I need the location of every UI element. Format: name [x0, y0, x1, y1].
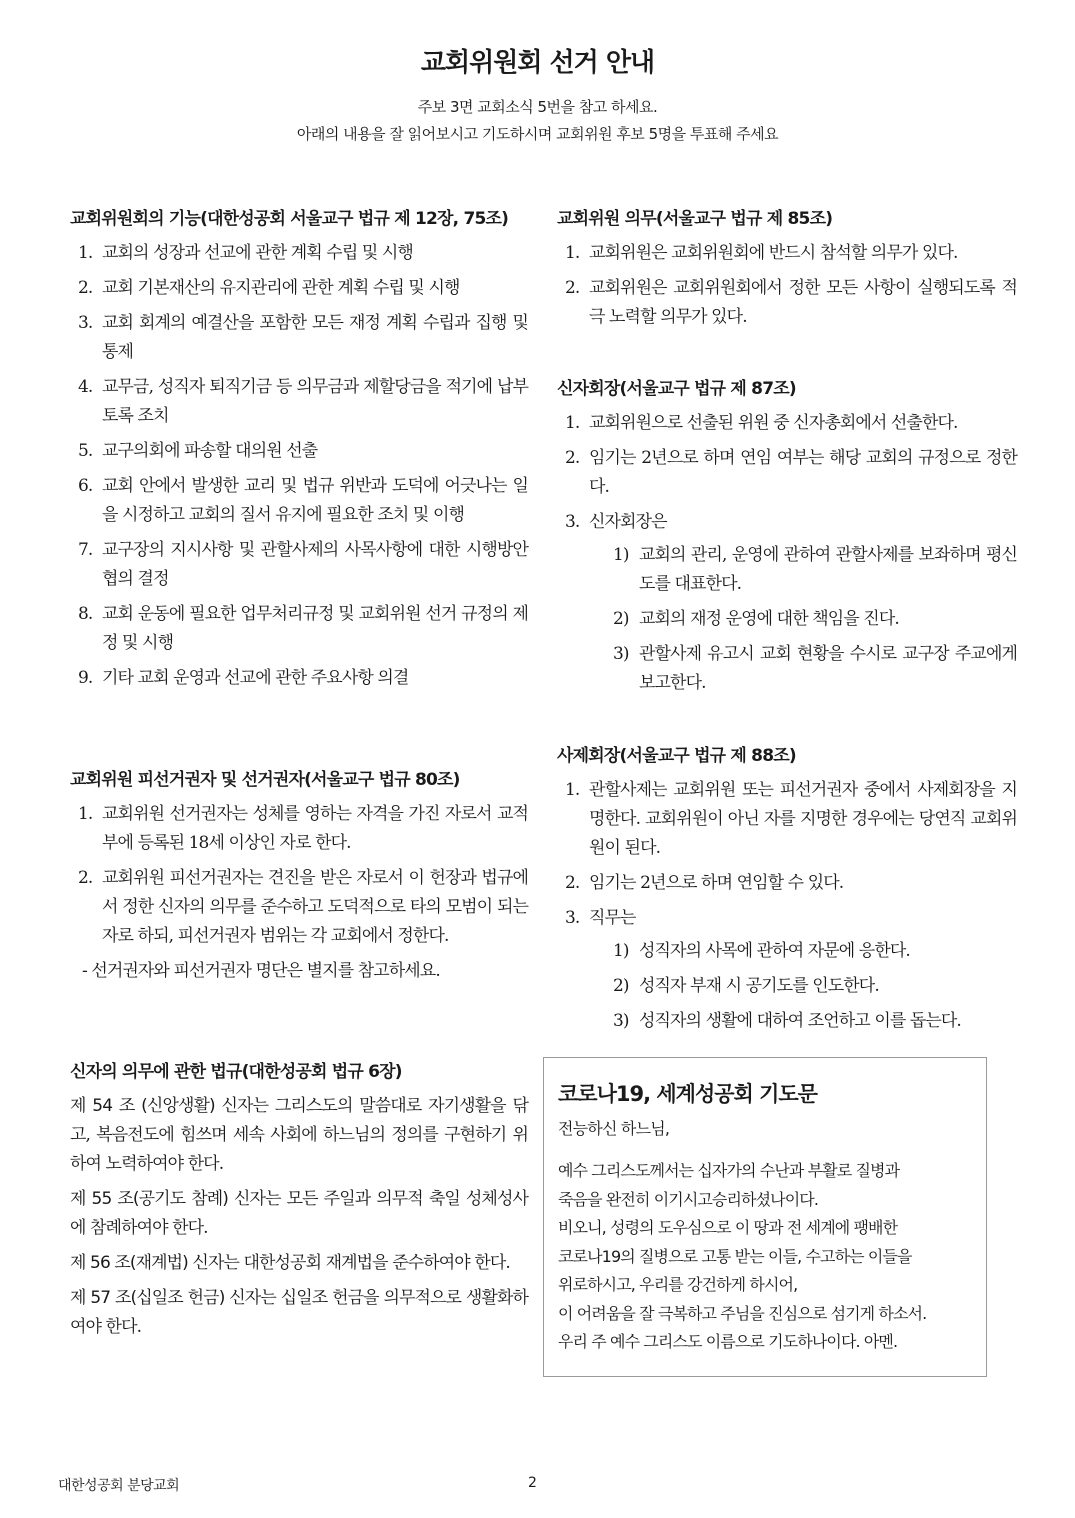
prayer-line: 예수 그리스도께서는 십자가의 수난과 부활로 질병과 [558, 1161, 900, 1180]
prayer-title: 코로나19, 세계성공회 기도문 [558, 1082, 817, 1106]
member-duty-list [557, 239, 1017, 332]
prayer-greeting: 전능하신 하느님, [558, 1119, 670, 1138]
electors-list [70, 800, 528, 951]
page-title: 교회위원회 선거 안내 [420, 48, 655, 78]
list-item: 3. 직무는 1) 성직자의 사목에 관하여 자문에 응한다. 2) 성직자 부재 시 공기도를 인도한다. 3) 성직자의 생활에 대하여 조언하고 이를 돕는다. [557, 904, 1017, 1036]
list-item: 3. 교회 회계의 예결산을 포함한 모든 재정 계획 수립과 집행 및 통제 [78, 313, 528, 362]
sub-list-item: 1) 교회의 관리, 운영에 관하여 관할사제를 보좌하며 평신도를 대표한다. [613, 545, 1017, 594]
list-item: 2. 교회위원 피선거권자는 견진을 받은 자로서 이 헌장과 법규에서 정한 신자의 의무를 준수하고 도덕적으로 타의 모범이 되는 자로 하되, 피선거권자 범위는 각 교회에서 정한다. [78, 868, 528, 946]
sub-list-item: 2) 성직자 부재 시 공기도를 인도한다. [613, 976, 879, 996]
page-number: 2 [528, 1475, 537, 1491]
section-title: 교회위원회의 기능(대한성공회 서울교구 법규 제 12장, 75조) [70, 209, 509, 229]
prayer-box [543, 1057, 987, 1377]
list-item: 2. 교회위원은 교회위원회에서 정한 모든 사항이 실행되도록 적극 노력할 의무가 있다. [565, 278, 1017, 327]
functions-section [70, 204, 528, 699]
intro-text [0, 94, 1075, 148]
list-item: 2. 임기는 2년으로 하며 연임할 수 있다. [565, 873, 844, 893]
footer-org: 대한성공회 분당교회 [58, 1478, 180, 1494]
prayer-line: 이 어려움을 잘 극복하고 주님을 진심으로 섬기게 하소서. [558, 1303, 927, 1323]
prayer-line: 죽음을 완전히 이기시고승리하셨나이다. [558, 1189, 819, 1209]
prayer-line: 위로하시고, 우리를 강건하게 하시어, [558, 1275, 798, 1294]
section-title: 신자의 의무에 관한 법규(대한성공회 법규 6장) [70, 1062, 402, 1082]
list-item: 6. 교회 안에서 발생한 교리 및 법규 위반과 도덕에 어긋나는 일을 시정하고 교회의 질서 유지에 필요한 조치 및 이행 [78, 476, 528, 525]
list-item: 2. 교회 기본재산의 유지관리에 관한 계획 수립 및 시행 [78, 278, 460, 298]
list-item: 1. 교회위원은 교회위원회에 반드시 참석할 의무가 있다. [565, 243, 958, 263]
article-paragraph: 제 56 조(재계법) 신자는 대한성공회 재계법을 준수하여야 한다. [70, 1253, 510, 1273]
article-paragraph: 제 57 조(십일조 헌금) 신자는 십일조 헌금을 의무적으로 생활화하여야 한다. [70, 1288, 528, 1337]
intro-line: 아래의 내용을 잘 읽어보시고 기도하시며 교회위원 후보 5명을 투표해 주세요 [296, 125, 779, 143]
list-item: 1. 교회의 성장과 선교에 관한 계획 수립 및 시행 [78, 243, 413, 263]
prayer-line: 코로나19의 질병으로 고통 받는 이들, 수고하는 이들을 [558, 1246, 912, 1266]
article-paragraph: 제 55 조(공기도 참례) 신자는 모든 주일과 의무적 축일 성체성사에 참례하여야 한다. [70, 1189, 528, 1238]
list-item: 1. 교회위원 선거권자는 성체를 영하는 자격을 가진 자로서 교적부에 등록된 18세 이상인 자로 한다. [78, 804, 528, 853]
section-title: 교회위원 의무(서울교구 법규 제 85조) [557, 209, 833, 229]
priest-warden-section [557, 741, 1017, 1042]
lay-warden-section [557, 374, 1017, 704]
list-item: 7. 교구장의 지시사항 및 관할사제의 사목사항에 대한 시행방안 협의 결정 [78, 540, 528, 589]
sub-list-item: 3) 관할사제 유고시 교회 현황을 수시로 교구장 주교에게 보고한다. [613, 644, 1017, 693]
priest-warden-list [557, 776, 1017, 1036]
list-item: 3. 신자회장은 1) 교회의 관리, 운영에 관하여 관할사제를 보좌하며 평신도를 대표한다. 2) 교회의 재정 운영에 대한 책임을 진다. 3) 관할사제 유고시 교회 현황을 수시로 교구장 주교에게 보고한다. [557, 508, 1017, 698]
list-item: 9. 기타 교회 운영과 선교에 관한 주요사항 의결 [78, 668, 409, 688]
list-item: 5. 교구의회에 파송할 대의원 선출 [78, 441, 318, 461]
article-paragraph: 제 54 조 (신앙생활) 신자는 그리스도의 말씀대로 자기생활을 닦고, 복음전도에 힘쓰며 세속 사회에 하느님의 정의를 구현하기 위하여 노력하여야 한다. [70, 1096, 528, 1174]
list-item: 4. 교무금, 성직자 퇴직기금 등 의무금과 제할당금을 적기에 납부토록 조치 [78, 377, 528, 426]
functions-list [70, 239, 528, 693]
list-item: 1. 교회위원으로 선출된 위원 중 신자총회에서 선출한다. [565, 413, 958, 433]
lay-warden-list [557, 409, 1017, 698]
section-title: 신자회장(서울교구 법규 제 87조) [557, 379, 796, 399]
sub-list-item: 2) 교회의 재정 운영에 대한 책임을 진다. [613, 609, 899, 629]
electors-note: - 선거권자와 피선거권자 명단은 별지를 참고하세요. [82, 961, 440, 981]
duties-law-section [70, 1057, 528, 1348]
intro-line: 주보 3면 교회소식 5번을 참고 하세요. [417, 98, 658, 116]
list-item: 1. 관할사제는 교회위원 또는 피선거권자 중에서 사제회장을 지명한다. 교회위원이 아닌 자를 지명한 경우에는 당연직 교회위원이 된다. [565, 780, 1017, 858]
electors-section [70, 765, 528, 986]
sub-list-item: 3) 성직자의 생활에 대하여 조언하고 이를 돕는다. [613, 1011, 961, 1031]
sub-list-item: 1) 성직자의 사목에 관하여 자문에 응한다. [613, 941, 910, 961]
section-title: 교회위원 피선거권자 및 선거권자(서울교구 법규 80조) [70, 770, 460, 790]
list-item: 8. 교회 운동에 필요한 업무처리규정 및 교회위원 선거 규정의 제정 및 시행 [78, 604, 528, 653]
list-item: 2. 임기는 2년으로 하며 연임 여부는 해당 교회의 규정으로 정한다. [565, 448, 1017, 497]
section-title: 사제회장(서울교구 법규 제 88조) [557, 746, 796, 766]
member-duty-section [557, 204, 1017, 338]
prayer-line: 우리 주 예수 그리스도 이름으로 기도하나이다. 아멘. [558, 1332, 898, 1351]
lay-warden-sublist [589, 541, 1017, 698]
priest-warden-sublist [589, 937, 1017, 1036]
prayer-line: 비오니, 성령의 도우심으로 이 땅과 전 세계에 팽배한 [558, 1218, 898, 1237]
